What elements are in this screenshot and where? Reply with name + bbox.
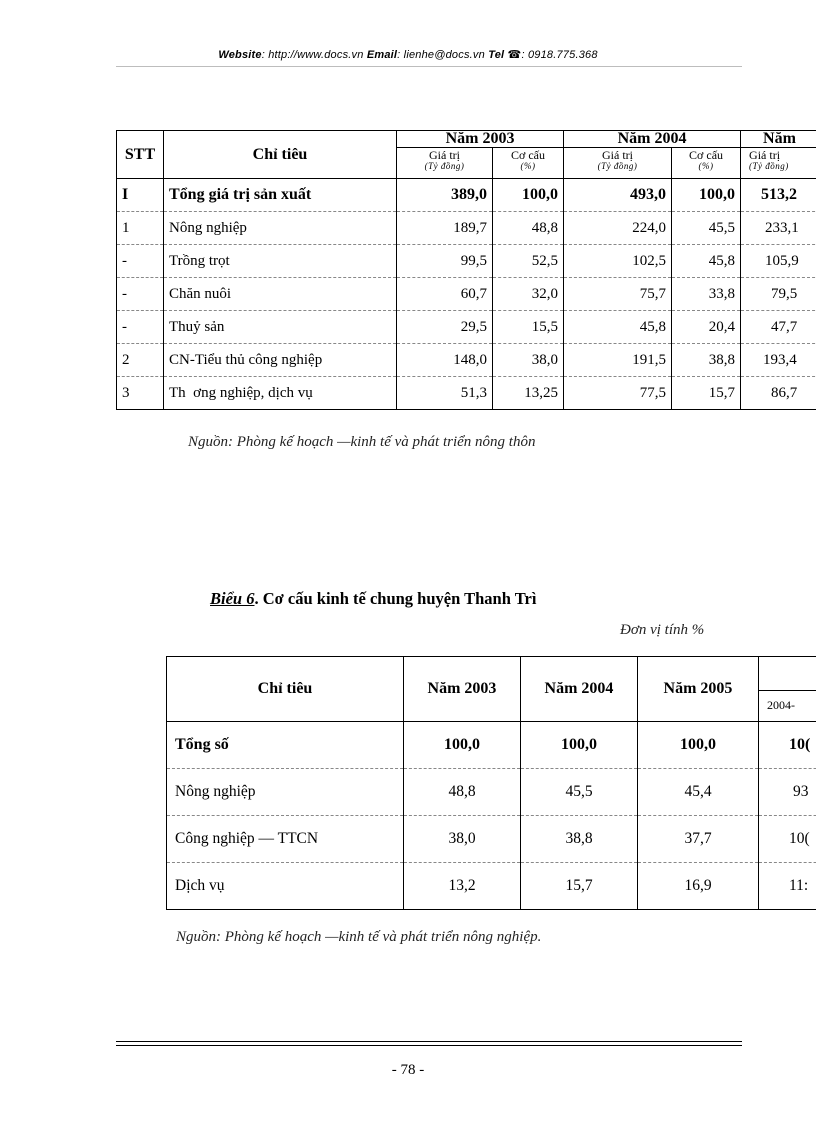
col-chitieu: Chỉ tiêu bbox=[167, 657, 404, 722]
header-divider bbox=[116, 66, 742, 67]
col-year-2004: Năm 2004 bbox=[521, 657, 638, 722]
table-row: - Thuỷ sản 29,5 15,5 45,8 20,4 47,7 bbox=[117, 311, 816, 344]
sub-value-2004: Giá trị (Tỷ đồng) bbox=[564, 148, 672, 179]
page-number: - 78 - bbox=[391, 1062, 425, 1078]
source-note-2: Nguồn: Phòng kế hoạch —kinh tế và phát triển nông nghiệp. bbox=[176, 929, 542, 945]
page-header bbox=[0, 48, 816, 61]
sub-struct-2004: Cơ cấu (%) bbox=[672, 148, 741, 179]
source-note-1: Nguồn: Phòng kế hoạch —kinh tế và phát triển nông thôn bbox=[188, 434, 536, 450]
col-compare-group bbox=[759, 657, 816, 691]
table-caption bbox=[210, 589, 536, 609]
col-stt: STT bbox=[117, 131, 164, 179]
table-row: Dịch vụ 13,2 15,7 16,9 11: bbox=[167, 863, 816, 910]
caption-title: . Cơ cấu kinh tế chung huyện Thanh Trì bbox=[254, 589, 537, 608]
table-row: - Chăn nuôi 60,7 32,0 75,7 33,8 79,5 bbox=[117, 278, 816, 311]
email-label: Email bbox=[366, 49, 398, 61]
unit-note: Đơn vị tính % bbox=[620, 622, 705, 638]
col-compare-sub: 2004- bbox=[759, 690, 816, 721]
col-chitieu: Chỉ tiêu bbox=[164, 131, 397, 179]
col-year-2005: Năm bbox=[741, 131, 816, 148]
sub-value-2005: Giá trị (Tỷ đồng) bbox=[741, 148, 816, 179]
sub-value-2003: Giá trị (Tỷ đồng) bbox=[397, 148, 493, 179]
website-label: Website bbox=[218, 49, 262, 61]
sub-struct-2003: Cơ cấu (%) bbox=[493, 148, 564, 179]
economic-structure-table bbox=[166, 656, 816, 910]
table-row: I Tổng giá trị sản xuất 389,0 100,0 493,0 100,0 513,2 bbox=[117, 179, 816, 212]
table-row: 2 CN-Tiểu thủ công nghiệp 148,0 38,0 191,5 38,8 193,4 bbox=[117, 344, 816, 377]
col-year-2003: Năm 2003 bbox=[397, 131, 564, 148]
table-row: Công nghiệp — TTCN 38,0 38,8 37,7 10( bbox=[167, 816, 816, 863]
col-year-2005: Năm 2005 bbox=[638, 657, 759, 722]
footer-divider-thin bbox=[116, 1045, 742, 1046]
website-link[interactable]: : http://www.docs.vn bbox=[261, 49, 364, 61]
col-year-2004: Năm 2004 bbox=[564, 131, 741, 148]
email-link[interactable]: : lienhe@docs.vn bbox=[397, 49, 485, 61]
table-row: - Trồng trọt 99,5 52,5 102,5 45,8 105,9 bbox=[117, 245, 816, 278]
caption-label: Biểu 6 bbox=[210, 589, 255, 608]
phone-icon: ☎ bbox=[507, 49, 522, 61]
table-row: 1 Nông nghiệp 189,7 48,8 224,0 45,5 233,1 bbox=[117, 212, 816, 245]
tel-label: Tel bbox=[488, 49, 505, 61]
col-year-2003: Năm 2003 bbox=[404, 657, 521, 722]
table-row: Tổng số 100,0 100,0 100,0 10( bbox=[167, 722, 816, 769]
footer-divider bbox=[116, 1041, 742, 1042]
tel-value: : 0918.775.368 bbox=[521, 49, 598, 61]
production-value-table bbox=[116, 130, 816, 416]
table-row: Nông nghiệp 48,8 45,5 45,4 93 bbox=[167, 769, 816, 816]
table-row: 3 Th ơng nghiệp, dịch vụ 51,3 13,25 77,5 15,7 86,7 bbox=[117, 377, 816, 410]
